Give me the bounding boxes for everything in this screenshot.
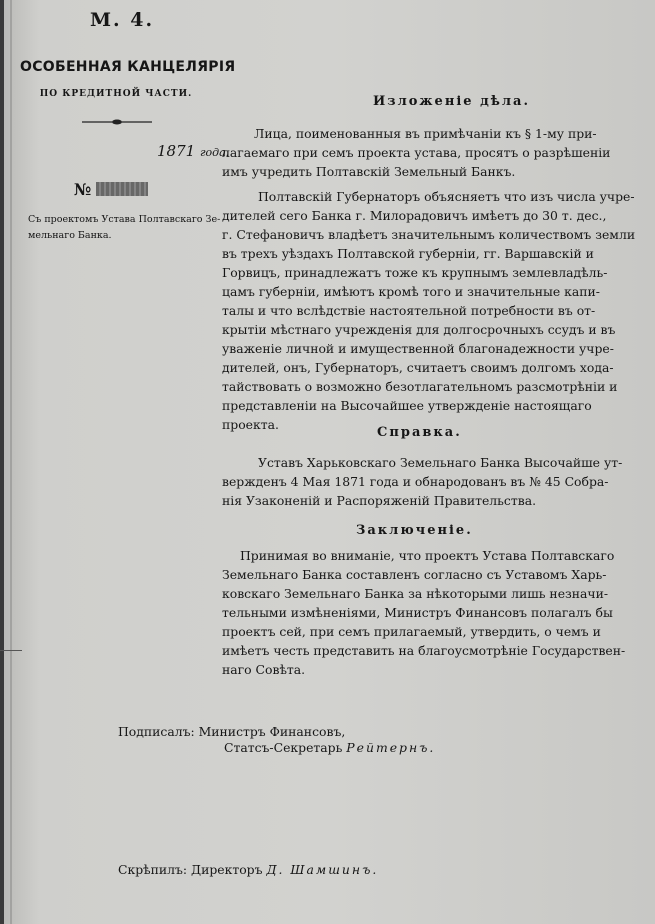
statement-p2-line: Полтавскій Губернаторъ объясняетъ что изъ числа учре- xyxy=(258,189,635,204)
statement-p2-line: дителей, онъ, Губернаторъ, считаетъ своимъ долгомъ хода- xyxy=(222,360,614,375)
statement-p2-line: тайствовать о возможно безотлагательномъ разсмотрѣніи и xyxy=(222,379,618,394)
office-subtitle: ПО КРЕДИТНОЙ ЧАСТИ. xyxy=(39,89,193,99)
signature-title: Статсъ-Секретарь xyxy=(224,740,343,755)
reference-heading: Справка. xyxy=(377,425,462,440)
conclusion-heading: Заключеніе. xyxy=(356,523,473,538)
statement-p1-line: Лица, поименованныя въ примѣчаніи къ § 1-му при- xyxy=(254,126,597,141)
statement-p2-line: дителей сего Банка г. Милорадовичъ имѣетъ до 30 т. дес., xyxy=(222,208,607,223)
subject-line-2: мельнаго Банка. xyxy=(28,230,112,241)
year-value: 1871 xyxy=(157,142,196,160)
binding-edge xyxy=(0,0,4,924)
statement-p2-line: Горвицъ, принадлежатъ тоже къ крупнымъ землевладѣль- xyxy=(222,265,608,280)
conclusion-line: ковскаго Земельнаго Банка за нѣкоторыми лишь незначи- xyxy=(222,586,609,601)
signature-name: Рейтернъ. xyxy=(346,740,436,755)
document-year xyxy=(157,142,229,160)
countersign-name: Д. Шамшинъ. xyxy=(266,862,379,877)
signature-line-2 xyxy=(224,740,435,755)
year-word: года. xyxy=(199,146,230,159)
countersign-label: Скрѣпилъ: Директоръ xyxy=(118,862,263,877)
page-fold xyxy=(10,0,12,924)
statement-p2-line: въ трехъ уѣздахъ Полтавской губерніи, гг. Варшавскій и xyxy=(222,246,594,261)
conclusion-line: Принимая во вниманіе, что проектъ Устава Полтавскаго xyxy=(240,548,615,563)
ornament-divider xyxy=(82,118,152,126)
conclusion-line: наго Совѣта. xyxy=(222,662,306,677)
statement-p2-line: цамъ губерніи, имѣютъ кромѣ того и значительные капи- xyxy=(222,284,600,299)
statement-p2-line: талы и что вслѣдствіе настоятельной потребности въ от- xyxy=(222,303,596,318)
office-title: ОСОБЕННАЯ КАНЦЕЛЯРІЯ xyxy=(20,59,236,75)
conclusion-line: проектъ сей, при семъ прилагаемый, утвердить, о чемъ и xyxy=(222,624,601,639)
statement-p2-line: представленіи на Высочайшее утвержденіе настоящаго xyxy=(222,398,592,413)
subject-line-1: Съ проектомъ Устава Полтавскаго Зе- xyxy=(28,214,221,225)
statement-p1-line: имъ учредить Полтавскій Земельный Банкъ. xyxy=(222,164,516,179)
statement-p2-line: уваженіе личной и имущественной благонадежности учре- xyxy=(222,341,614,356)
conclusion-line: тельными измѣненіями, Министръ Финансовъ полагалъ бы xyxy=(222,605,613,620)
document-number: М. 4. xyxy=(90,9,155,31)
signature-line-1: Подписалъ: Министръ Финансовъ, xyxy=(118,724,346,739)
conclusion-line: Земельнаго Банка составленъ согласно съ Уставомъ Харь- xyxy=(222,567,607,582)
statement-p2-line: проекта. xyxy=(222,417,279,432)
statement-p2-line: г. Стефановичъ владѣетъ значительнымъ количествомъ земли xyxy=(222,227,636,242)
countersign-line xyxy=(118,862,378,877)
statement-p2-line: крытіи мѣстнаго учрежденія для долгосрочныхъ ссудъ и въ xyxy=(222,322,616,337)
reference-line: Уставъ Харьковскаго Земельнаго Банка Высочайше ут- xyxy=(258,455,623,470)
conclusion-line: имѣетъ честь представить на благоусмотрѣніе Государствен- xyxy=(222,643,626,658)
statement-heading: Изложеніе дѣла. xyxy=(373,94,530,109)
redacted-number xyxy=(96,182,148,196)
reference-line: нія Узаконеній и Распоряженій Правительства. xyxy=(222,493,537,508)
statement-p1-line: лагаемаго при семъ проекта устава, просятъ о разрѣшеніи xyxy=(222,145,611,160)
number-sign: № xyxy=(74,180,92,199)
reference-line: вержденъ 4 Мая 1871 года и обнародованъ въ № 45 Собра- xyxy=(222,474,609,489)
margin-mark xyxy=(0,650,22,651)
